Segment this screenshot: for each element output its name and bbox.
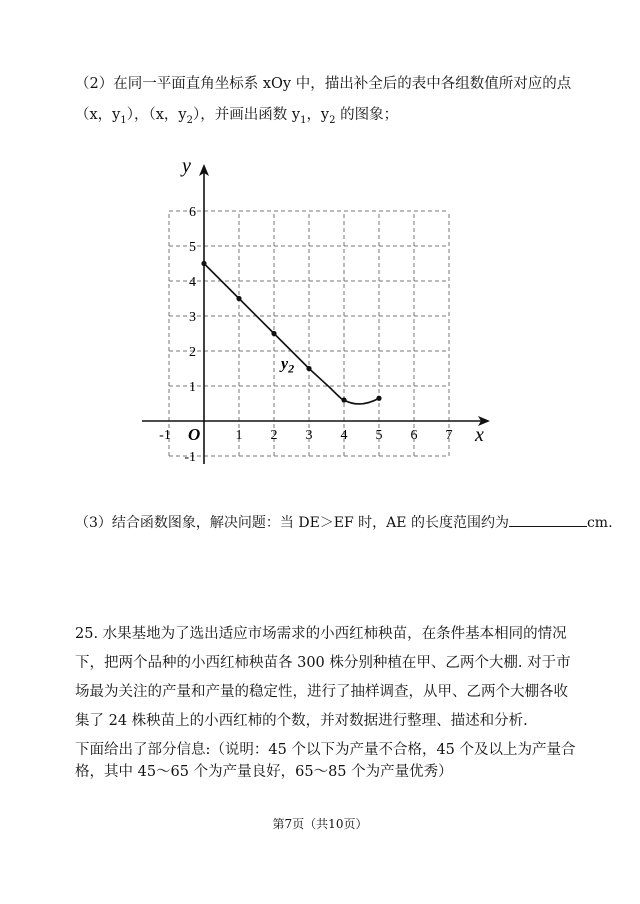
y-axis-label: y [182,155,191,177]
curve-label-main: y [281,355,289,373]
question-3 [75,512,613,532]
q25-line-3: 场最为关注的产量和产量的稳定性，进行了抽样调查，从甲、乙两个大棚各收 [75,684,568,700]
x-tick-label: 3 [305,428,313,443]
x-tick-label: 1 [235,428,243,443]
data-point [201,261,206,266]
grid-lines [169,211,449,456]
tick-labels [159,205,452,465]
q2-text-b: ），（x，y [126,107,187,123]
y-tick-label: 3 [189,310,196,325]
x-tick-label: 7 [445,428,453,443]
question-2-line-1: （2）在同一平面直角坐标系 xOy 中，描出补全后的表中各组数值所对应的点 [75,76,572,92]
q2-text-e: 的图象； [335,107,399,123]
origin-label: O [188,425,201,444]
page-footer: 第7页（共10页） [272,817,368,831]
y-tick-label: 5 [189,240,196,255]
x-tick-label: 6 [410,428,418,443]
y-tick-label: 4 [189,275,196,290]
x-tick-label: 5 [375,428,383,443]
data-point [236,296,241,301]
q25-line-5: 下面给出了部分信息:（说明：45 个以下为产量不合格，45 个及以上为产量合 [75,742,576,758]
x-tick-label: 4 [340,428,348,443]
q2-sub-1: 1 [120,114,127,126]
y-tick-label: -1 [184,450,196,465]
curve-y2 [201,261,381,404]
x-tick-label: -1 [159,428,171,443]
data-point [341,397,346,402]
q2-text-a: （x，y [75,107,121,123]
q3-unit: cm. [586,515,613,531]
data-point [306,366,311,371]
q25-line-4: 集了 24 株秧苗上的小西红柿的个数，并对数据进行整理、描述和分析. [75,713,528,729]
y-tick-label: 1 [189,380,196,395]
x-axis-label: x [475,424,484,446]
y-tick-label: 6 [189,205,196,220]
q2-sub-2: 2 [186,114,193,126]
curve-label [279,356,294,376]
curve-label-sub: 2 [288,361,295,376]
y-tick-label: 2 [189,345,196,360]
q2-sub-4: 2 [329,114,336,126]
q2-text-c: ），并画出函数 y [193,107,301,123]
q3-text: （3）结合函数图象，解决问题：当 DE＞EF 时，AE 的长度范围约为 [75,515,509,531]
q2-text-d: ，y [306,107,330,123]
coordinate-graph [130,150,500,480]
x-tick-label: 2 [270,428,278,443]
q2-sub-3: 1 [300,114,307,126]
answer-blank[interactable] [509,512,587,527]
curve-line [204,264,379,404]
question-2-line-2 [75,103,398,126]
data-point [376,396,381,401]
q25-line-6: 格，其中 45～65 个为产量良好，65～85 个为产量优秀） [75,764,453,780]
q25-line-1: 25. 水果基地为了选出适应市场需求的小西红柿秧苗，在条件基本相同的情况 [75,626,567,642]
q25-line-2: 下，把两个品种的小西红柿秧苗各 300 株分别种植在甲、乙两个大棚. 对于市 [75,655,571,671]
data-point [271,331,276,336]
